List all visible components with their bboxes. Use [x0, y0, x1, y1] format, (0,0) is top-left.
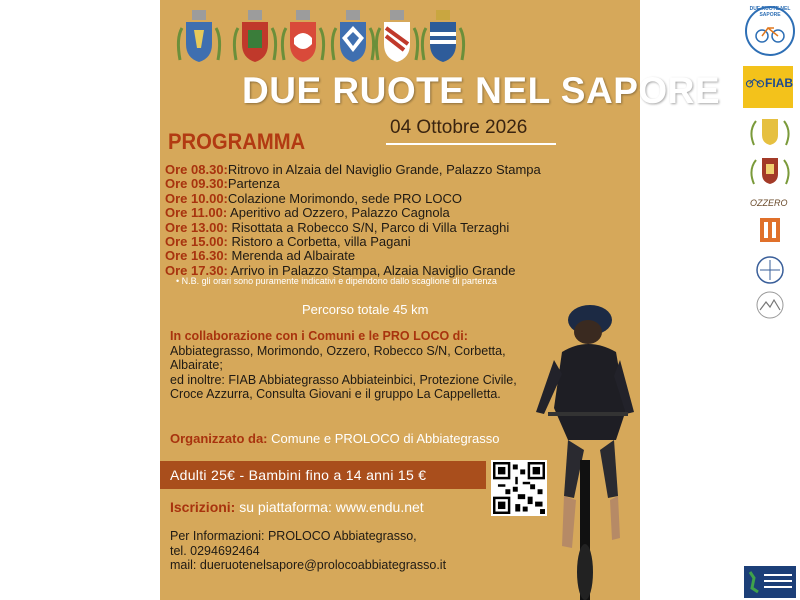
fiab-logo-text: FIAB — [765, 76, 793, 90]
info-phone: tel. 0294692464 — [170, 543, 260, 558]
ozzero-logo-text: OZZERO — [750, 198, 788, 208]
collab-heading: In collaborazione con i Comuni e le PRO LOCO di: — [170, 329, 468, 343]
ente-logo — [744, 566, 796, 598]
price-banner: Adulti 25€ - Bambini fino a 14 anni 15 € — [160, 461, 486, 489]
crest-icon — [280, 8, 326, 66]
info-contact: Per Informazioni: PROLOCO Abbiategrasso, — [170, 529, 417, 543]
albairate-logo — [744, 290, 796, 320]
info-block — [170, 529, 446, 573]
bicycle-icon — [746, 76, 764, 88]
date-underline — [386, 143, 556, 145]
event-logo-text: DUE RUOTE NEL SAPORE — [749, 6, 791, 18]
ozzero-logo — [744, 192, 796, 212]
robecco-logo — [744, 214, 796, 250]
corbetta-logo — [744, 255, 796, 285]
collab-others: ed inoltre: FIAB Abbiategrasso Abbiateinbici, Protezione Civile, Croce Azzurra, Consulta Giovani e il gruppo La Cappelletta. — [170, 372, 517, 401]
collab-towns: Abbiategrasso, Morimondo, Ozzero, Robecco S/N, Corbetta, Albairate; — [170, 343, 506, 372]
programma-heading: PROGRAMMA — [168, 129, 306, 154]
schedule-row: Ore 10.00:Colazione Morimondo, sede PRO LOCO — [165, 190, 462, 206]
crest-icon — [176, 8, 222, 66]
schedule-row: Ore 16.30: Merenda ad Albairate — [165, 248, 356, 264]
registration-line: Iscrizioni: su piattaforma: www.endu.net — [170, 499, 424, 515]
event-date: 04 Ottobre 2026 — [390, 117, 528, 138]
crest-icon — [374, 8, 420, 66]
schedule-row: Ore 17.30: Arrivo in Palazzo Stampa, Alzaia Naviglio Grande — [165, 262, 516, 278]
organizer-line: Organizzato da: Comune e PROLOCO di Abbiategrasso — [170, 431, 500, 446]
schedule-row: Ore 13.00: Risottata a Robecco S/N, Parco di Villa Terzaghi — [165, 219, 510, 235]
poster-title: DUE RUOTE NEL SAPORE — [242, 70, 721, 111]
crest-icon — [232, 8, 278, 66]
schedule-list — [165, 163, 541, 278]
fiab-logo — [743, 66, 793, 108]
schedule-note: • N.B. gli orari sono puramente indicativi e dipendono dallo scaglione di partenza — [176, 276, 497, 286]
crest-icon — [330, 8, 376, 66]
proloco-logo — [744, 113, 796, 149]
total-distance: Percorso totale 45 km — [302, 302, 429, 317]
cyclist-photo — [528, 290, 648, 600]
sponsor-sidebar — [740, 0, 800, 600]
crest-icon — [420, 8, 466, 66]
municipal-crest-logo — [744, 152, 796, 188]
info-email: mail: dueruotenelsapore@prolocoabbiategrasso.it — [170, 558, 447, 572]
schedule-row: Ore 15.00: Ristoro a Corbetta, villa Pagani — [165, 233, 411, 249]
event-poster — [160, 0, 793, 600]
schedule-row: Ore 08.30:Ritrovo in Alzaia del Naviglio Grande, Palazzo Stampa — [165, 162, 541, 177]
schedule-row: Ore 09.30:Partenza — [165, 176, 280, 192]
schedule-row: Ore 11.00: Aperitivo ad Ozzero, Palazzo Cagnola — [165, 205, 450, 221]
collaboration-block — [170, 329, 550, 402]
